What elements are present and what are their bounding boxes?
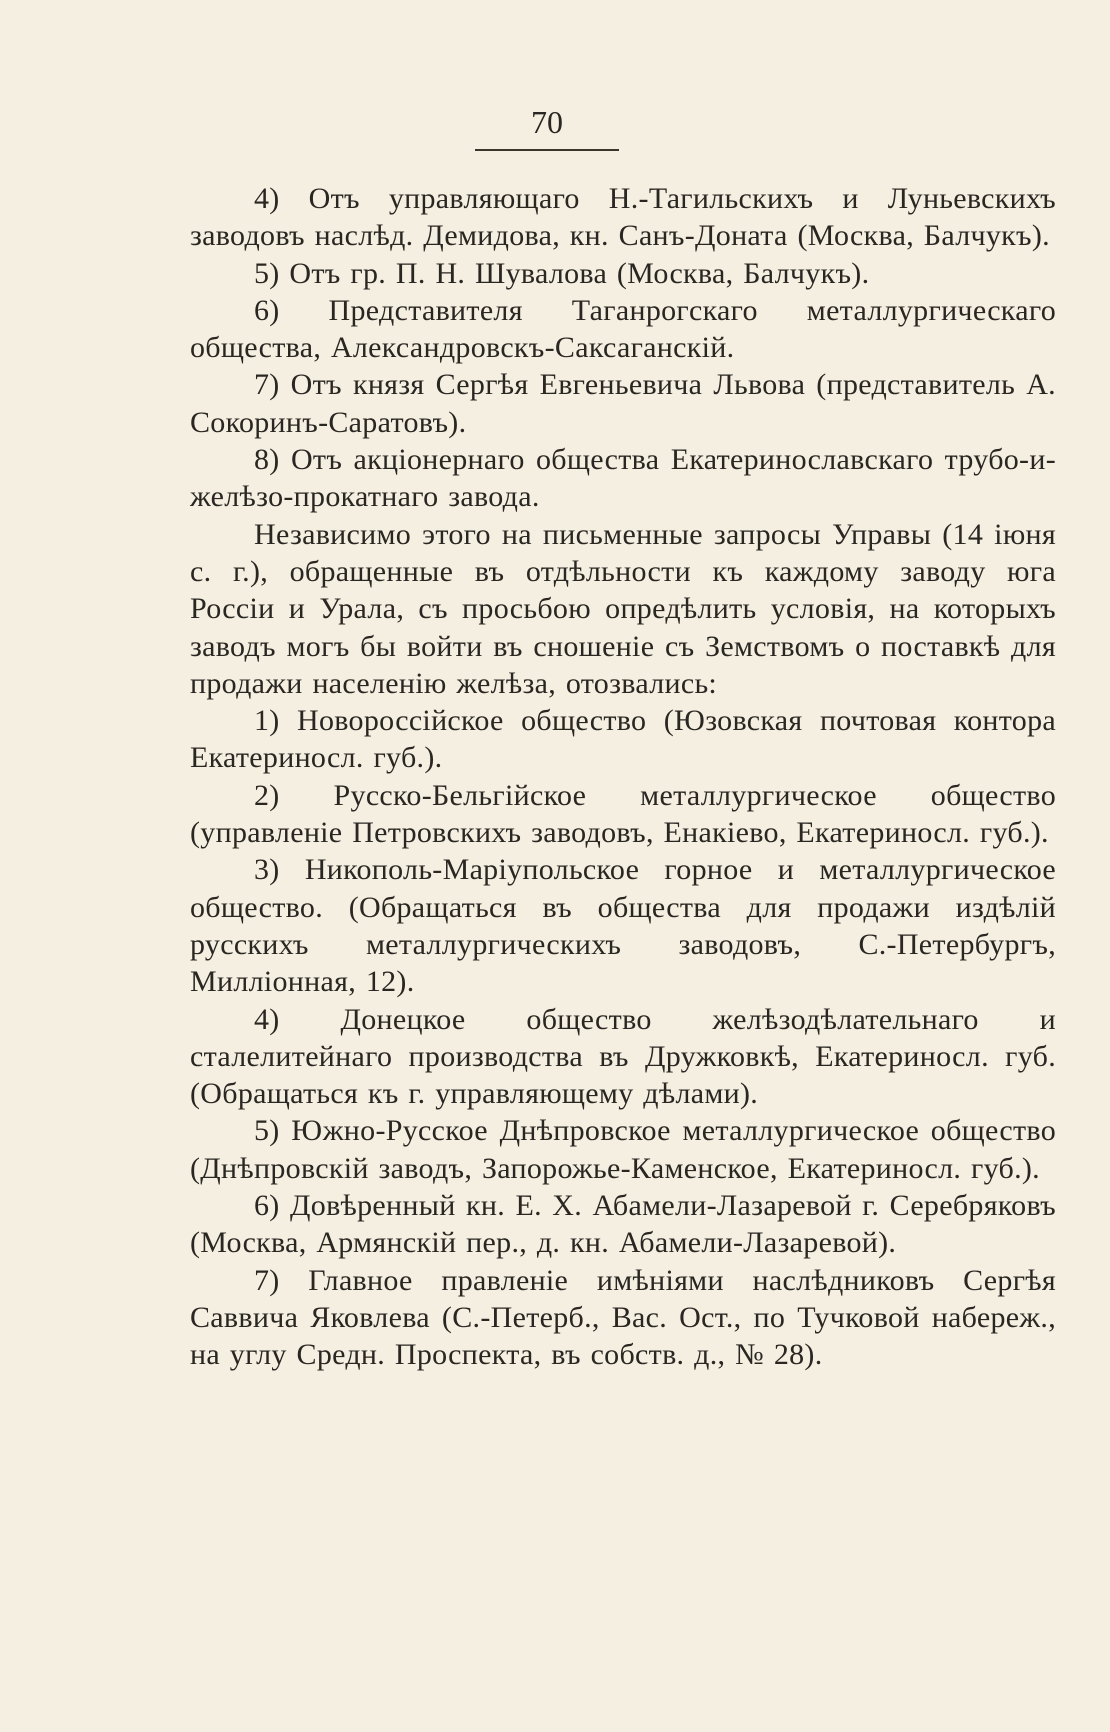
paragraph-4-tagil: 4) Отъ управляющаго Н.-Тагильскихъ и Луньевскихъ заводовъ наслѣд. Демидова, кн. Санъ-Доната (Москва, Балчукъ). [190, 182, 1056, 253]
paragraph-6-serebryakov: 6) Довѣренный кн. Е. Х. Абамели-Лазаревой г. Серебряковъ (Москва, Армянскій пер., д. кн. Абамели-Лазаревой). [190, 1189, 1056, 1260]
paragraph-5-shuvalov: 5) Отъ гр. П. Н. Шувалова (Москва, Балчукъ). [254, 256, 870, 290]
page-number: 70 [531, 104, 563, 140]
paragraph-6-taganrog: 6) Представителя Таганрогскаго металлургическаго общества, Александровскъ-Саксаганскій. [190, 293, 1056, 365]
paragraph-2-russko-belgiyskoe: 2) Русско-Бельгійское металлургическое общество (управленіе Петровскихъ заводовъ, Енакіево, Екатериносл. губ.). [190, 778, 1056, 850]
paragraph-3-nikopol-mariupol: 3) Никополь-Маріупольское горное и металлургическое общество. (Обращаться въ общества для продажи издѣлій русскихъ металлургическихъ заводовъ, С.-Петербургъ, Милліонная, 12). [190, 853, 1056, 999]
page-number-rule [475, 149, 619, 151]
paragraph-7-lvov: 7) Отъ князя Сергѣя Евгеньевича Львова (представитель А. Сокоринъ-Саратовъ). [190, 368, 1056, 439]
paragraph-7-yakovlev: 7) Главное правленіе имѣніями наслѣдниковъ Сергѣя Саввича Яковлева (С.-Петерб., Вас. Ост., по Тучковой набереж., на углу Средн. Проспекта, въ собств. д., № 28). [190, 1263, 1056, 1372]
paragraph-8-ekaterinoslav: 8) Отъ акціонернаго общества Екатеринославскаго трубо-и-желѣзо-прокатнаго завода. [190, 443, 1056, 514]
paragraph-intro-responses: Независимо этого на письменные запросы Управы (14 іюня с. г.), обращенные въ отдѣльности къ каждому заводу юга Россіи и Урала, съ просьбою опредѣлить условія, на которыхъ заводъ могъ бы войти въ сношеніе съ Земствомъ о поставкѣ для продажи населенію желѣза, отозвались: [190, 517, 1056, 700]
page-body-text [190, 180, 1056, 1374]
paragraph-1-novorossiyskoe: 1) Новороссійское общество (Юзовская почтовая контора Екатериносл. губ.). [190, 704, 1056, 775]
paragraph-4-donetskoe: 4) Донецкое общество желѣзодѣлательнаго и сталелитейнаго производства въ Дружковкѣ, Екатериносл. губ. (Обращаться къ г. управляющему дѣлами). [190, 1002, 1056, 1111]
paragraph-5-yuzhno-russkoe: 5) Южно-Русское Днѣпровское металлургическое общество (Днѣпровскій заводъ, Запорожье-Каменское, Екатериносл. губ.). [190, 1114, 1056, 1185]
